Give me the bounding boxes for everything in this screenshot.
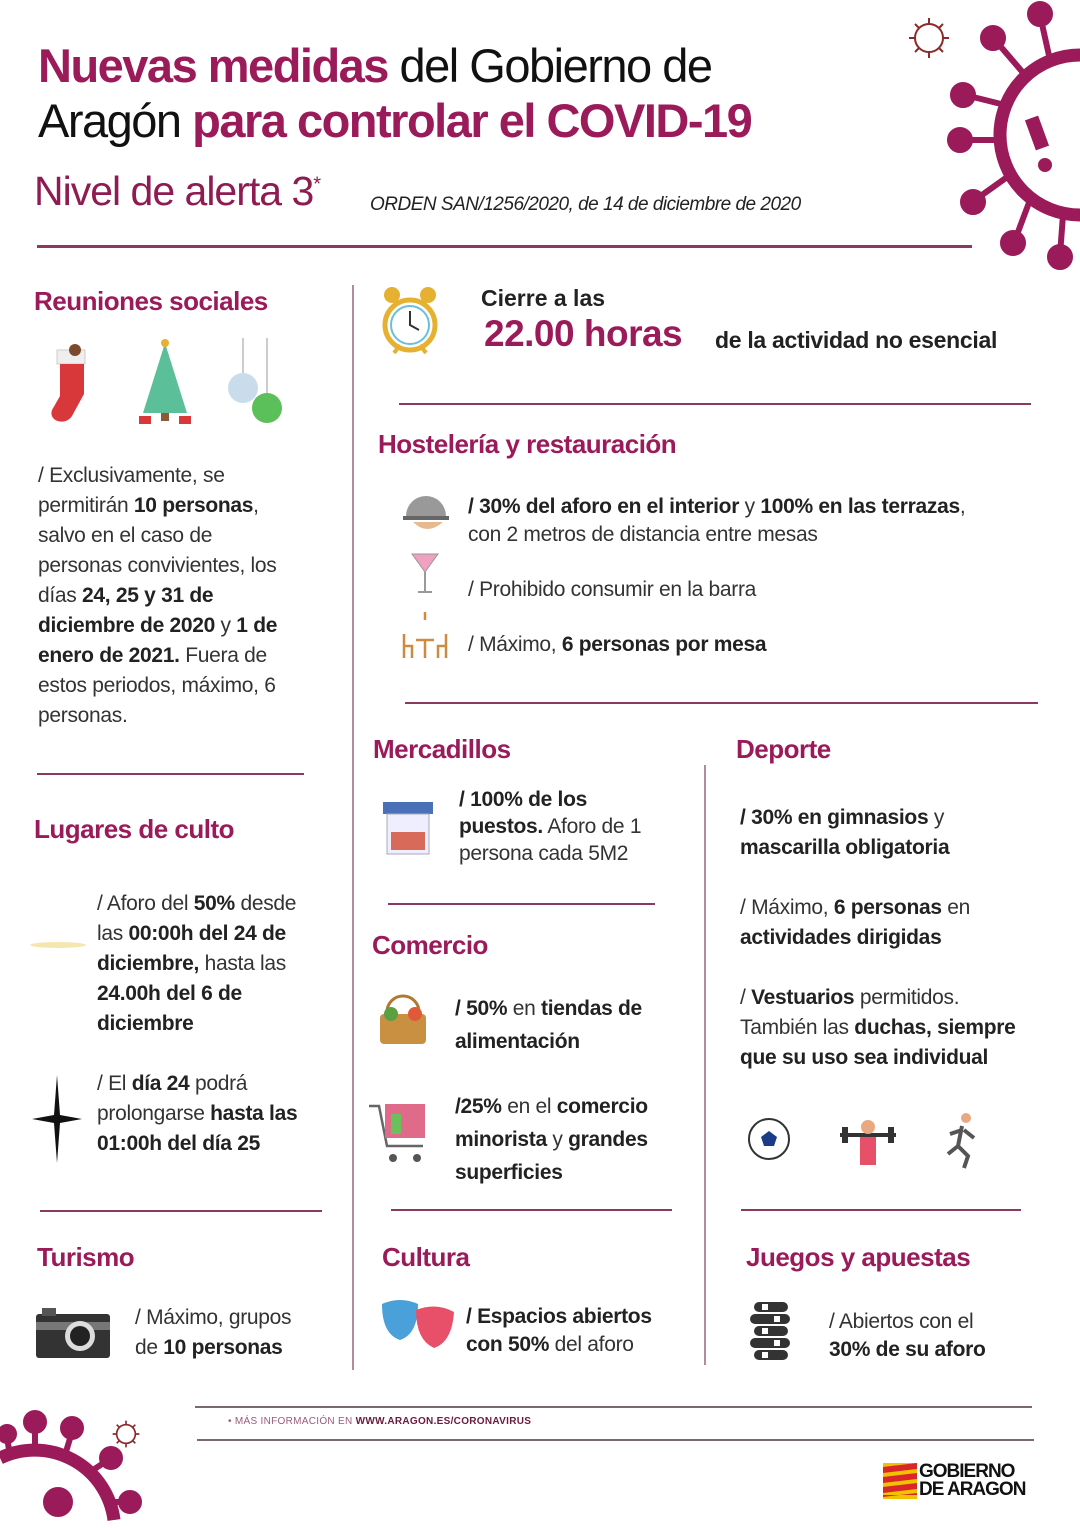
text: personas convivientes, los (38, 554, 277, 577)
aragon-flag-icon (883, 1463, 917, 1499)
text-line (829, 1336, 986, 1364)
bold-text: /25% (455, 1095, 502, 1118)
shopping-cart-icon (367, 1100, 432, 1166)
text: salvo en el caso de (38, 524, 213, 547)
text-line (38, 38, 711, 93)
alert-level-text: Nivel de alerta 3 (34, 168, 314, 214)
footer-divider-top (195, 1406, 1032, 1408)
bold-text: 50% (193, 892, 235, 915)
text-line (135, 1333, 291, 1363)
comercio-minorista (455, 1090, 648, 1189)
deporte-gimnasios (740, 803, 949, 863)
text: y (546, 1128, 569, 1151)
text-line (97, 979, 296, 1009)
bold-text: Vestuarios (751, 986, 855, 1009)
text: en el (501, 1095, 557, 1118)
divider (40, 1210, 322, 1212)
theater-masks-icon (380, 1300, 456, 1352)
bold-text: para controlar el COVID-19 (192, 94, 752, 147)
text-line (829, 1308, 986, 1336)
text: / Aforo del (97, 892, 194, 915)
text: y (739, 495, 761, 518)
bold-text: / 100% de los (459, 788, 587, 811)
divider (37, 773, 304, 775)
divider (741, 1209, 1021, 1211)
bold-text: 24, 25 y 31 de (82, 584, 214, 607)
column-divider-left (352, 285, 354, 1370)
text: / Abiertos con el (829, 1310, 974, 1333)
text-line (97, 949, 296, 979)
text: Fuera de (179, 644, 267, 667)
header-divider (37, 245, 972, 248)
reuniones-text (38, 461, 277, 731)
text-line (135, 1303, 291, 1333)
title-line-1 (38, 38, 711, 93)
cloche-icon (403, 490, 449, 540)
text: días (38, 584, 83, 607)
soccer-ball-icon (747, 1117, 791, 1161)
order-reference: ORDEN SAN/1256/2020, de 14 de diciembre de 2020 (370, 194, 801, 215)
text-line (97, 1129, 297, 1159)
text: hasta las (199, 952, 286, 975)
text-line (468, 575, 756, 605)
divider (405, 702, 1038, 704)
bold-text: que su uso sea individual (740, 1046, 989, 1069)
text-line (466, 1331, 652, 1359)
footer-divider-bottom (197, 1439, 1034, 1441)
logo-line-1: GOBIERNO (919, 1461, 1015, 1482)
alarm-clock-icon (380, 283, 440, 359)
text-line (97, 1069, 297, 1099)
text-line (466, 1303, 652, 1331)
text-line (38, 641, 277, 671)
text: / El (97, 1072, 132, 1095)
bold-text: 6 personas por mesa (561, 633, 767, 656)
section-title-turismo: Turismo (37, 1242, 135, 1272)
bold-text: duchas, siempre (854, 1016, 1016, 1039)
text: Aragón (38, 94, 193, 147)
section-title-comercio: Comercio (372, 930, 488, 960)
bold-text: comercio (556, 1095, 648, 1118)
text: Aforo de 1 (542, 815, 642, 838)
bold-text: 00:00h del 24 de (128, 922, 286, 945)
section-title-deporte: Deporte (736, 734, 831, 764)
bold-text: grandes (568, 1128, 648, 1151)
hosteleria-barra (468, 575, 756, 605)
bold-text: actividades dirigidas (740, 926, 942, 949)
text: y (928, 806, 945, 829)
text: en (941, 896, 971, 919)
title-line-2 (38, 93, 751, 148)
text: , (959, 495, 966, 518)
turismo-text (135, 1303, 291, 1363)
footer-info (228, 1416, 531, 1427)
alert-level (34, 168, 320, 215)
culto-text-aforo (97, 889, 296, 1039)
text: / Exclusivamente, se (38, 464, 225, 487)
bold-text: hasta las (210, 1102, 298, 1125)
star-icon (32, 1075, 82, 1163)
bold-text: / 30% en gimnasios (740, 806, 929, 829)
text-line (468, 521, 965, 549)
text: prolongarse (97, 1102, 211, 1125)
bold-text: / 30% del aforo en el interior (468, 495, 740, 518)
food-basket-icon (377, 992, 429, 1046)
text-line (455, 1156, 648, 1189)
bold-text: con 50% (466, 1333, 550, 1356)
ornaments-icon (225, 338, 285, 428)
bold-text: / 50% (455, 997, 508, 1020)
bold-text: día 24 (131, 1072, 190, 1095)
text: persona cada 5M2 (459, 842, 629, 865)
text-line (38, 521, 277, 551)
text: con 2 metros de distancia entre mesas (468, 523, 818, 546)
text: / Prohibido consumir en la barra (468, 578, 757, 601)
divider (388, 903, 655, 905)
mercadillos-text (459, 786, 641, 867)
text: / (740, 986, 752, 1009)
christmas-tree-icon (135, 338, 195, 428)
market-stall-icon (383, 802, 433, 856)
text-line (740, 803, 949, 833)
bold-text: superficies (455, 1161, 563, 1184)
text-line (38, 671, 277, 701)
text: de (135, 1336, 164, 1359)
cierre-time: 22.00 horas (484, 313, 683, 354)
text-line (459, 813, 641, 840)
bold-text: 24.00h del 6 de (97, 982, 242, 1005)
asterisk: * (313, 173, 321, 196)
culto-text-dia24 (97, 1069, 297, 1159)
bold-text: 30% de su aforo (829, 1338, 986, 1361)
cultura-text (466, 1303, 652, 1359)
small-virus-icon (905, 14, 953, 62)
text-line (38, 93, 751, 148)
text: personas. (38, 704, 128, 727)
bold-text: Nuevas medidas (38, 39, 388, 92)
text: desde (234, 892, 297, 915)
table-chairs-icon (400, 612, 450, 660)
footer-info-link[interactable]: WWW.ARAGON.ES/CORONAVIRUS (355, 1416, 532, 1427)
text: permitidos. (854, 986, 960, 1009)
text-line (97, 889, 296, 919)
text: en (507, 997, 542, 1020)
bold-text: puestos. (459, 815, 543, 838)
text-line (740, 833, 949, 863)
small-virus-icon-bottom (110, 1418, 142, 1450)
section-title-mercadillos: Mercadillos (373, 734, 511, 764)
text-line (38, 551, 277, 581)
text: estos periodos, máximo, 6 (38, 674, 276, 697)
virus-icon (945, 0, 1080, 270)
runner-icon (940, 1112, 980, 1170)
text-line (455, 992, 642, 1025)
text-line (468, 493, 965, 521)
deporte-vestuarios (740, 983, 1016, 1073)
stocking-icon (45, 342, 100, 427)
text-line (38, 701, 277, 731)
text-line (740, 923, 970, 953)
text-line (468, 630, 766, 660)
bold-text: diciembre (97, 1012, 194, 1035)
text-line (455, 1090, 648, 1123)
bold-text: alimentación (455, 1030, 580, 1053)
bold-text: diciembre, (97, 952, 200, 975)
deporte-actividades (740, 893, 970, 953)
text: / Máximo, (468, 633, 562, 656)
hosteleria-aforo (468, 493, 965, 549)
footer-info-label: • MÁS INFORMACIÓN EN (228, 1416, 356, 1427)
section-title-hosteleria: Hostelería y restauración (378, 429, 677, 459)
section-title-cultura: Cultura (382, 1242, 470, 1272)
bold-text: mascarilla obligatoria (740, 836, 950, 859)
bold-text: 01:00h del día 25 (97, 1132, 260, 1155)
bold-text: diciembre de 2020 (38, 614, 215, 637)
text: También las (740, 1016, 855, 1039)
text-line (455, 1123, 648, 1156)
bold-text: minorista (455, 1128, 547, 1151)
logo-line-2: DE ARAGON (919, 1479, 1026, 1500)
text-line (455, 1025, 642, 1058)
section-title-reuniones: Reuniones sociales (34, 286, 268, 316)
bold-text: enero de 2021. (38, 644, 180, 667)
comercio-alimentacion (455, 992, 642, 1058)
text-line (97, 1009, 296, 1039)
text-line (97, 1099, 297, 1129)
text: del aforo (549, 1333, 634, 1356)
text: permitirán (38, 494, 134, 517)
gobierno-aragon-logo (883, 1462, 1025, 1500)
bold-text: 6 personas (833, 896, 942, 919)
text: las (97, 922, 129, 945)
cierre-pre: Cierre a las (481, 285, 606, 311)
cierre-post: de la actividad no esencial (715, 327, 998, 353)
divider (399, 403, 1031, 405)
text: y (215, 614, 237, 637)
text-line (459, 786, 641, 813)
text-line (740, 983, 1016, 1013)
bold-text: 10 personas (163, 1336, 283, 1359)
bold-text: / Espacios abiertos (466, 1305, 652, 1328)
bold-text: 100% en las terrazas (760, 495, 960, 518)
bold-text: 1 de (236, 614, 278, 637)
text: / Máximo, grupos (135, 1306, 292, 1329)
hosteleria-mesa (468, 630, 766, 660)
poker-chips-icon (748, 1300, 794, 1360)
text: / Máximo, (740, 896, 834, 919)
bold-text: tiendas de (541, 997, 642, 1020)
text-line (38, 611, 277, 641)
juegos-text (829, 1308, 986, 1364)
text-line (740, 1043, 1016, 1073)
text: podrá (189, 1072, 248, 1095)
text-line (459, 840, 641, 867)
text-line (97, 919, 296, 949)
light-glow-icon (28, 930, 88, 960)
column-divider-right (704, 765, 706, 1365)
text-line (38, 491, 277, 521)
section-title-culto: Lugares de culto (34, 814, 235, 844)
cocktail-icon (410, 550, 440, 596)
divider (391, 1209, 672, 1211)
bold-text: 10 personas (133, 494, 254, 517)
text-line (38, 461, 277, 491)
weightlifter-icon (838, 1115, 898, 1167)
camera-icon (36, 1308, 110, 1358)
text: , (253, 494, 259, 517)
text-line (38, 581, 277, 611)
text-line (740, 1013, 1016, 1043)
text: del Gobierno de (387, 39, 712, 92)
section-title-juegos: Juegos y apuestas (746, 1242, 971, 1272)
text-line (740, 893, 970, 923)
